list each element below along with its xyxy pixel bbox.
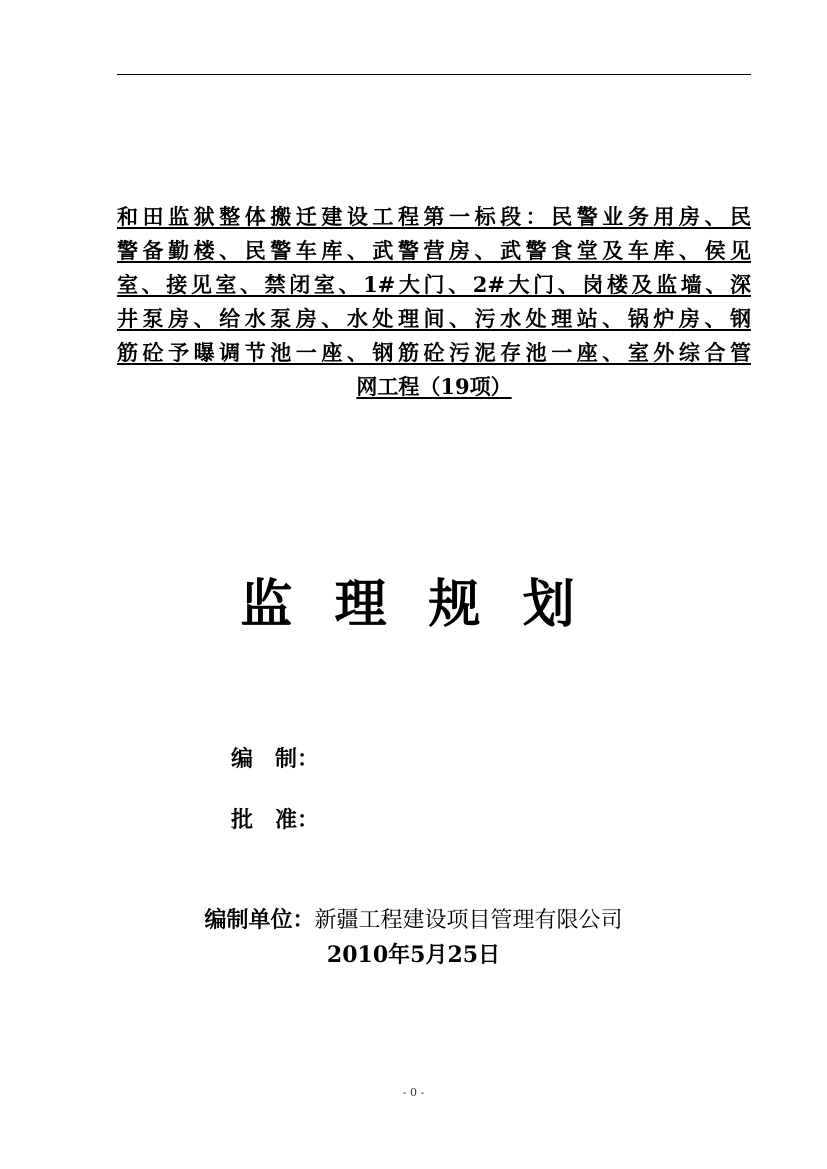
- project-title-line: [117, 268, 751, 302]
- project-title-line: [117, 302, 751, 336]
- project-title-line: [117, 234, 751, 268]
- project-title-text: 和田监狱整体搬迁建设工程第一标段：民警业务用房、民: [117, 204, 751, 229]
- project-title-block: [117, 200, 751, 404]
- organization-label: 编制单位：: [204, 907, 315, 933]
- project-title-line: [117, 336, 751, 370]
- page-number: - 0 -: [402, 1086, 425, 1099]
- organization-line: [0, 904, 827, 937]
- approved-by-label: 批 准：: [231, 807, 320, 833]
- document-date: 2010年5月25日: [326, 942, 501, 968]
- project-title-text: 网工程（19项）: [356, 374, 512, 399]
- project-title-line: [117, 200, 751, 234]
- organization-name: 新疆工程建设项目管理有限公司: [314, 908, 623, 933]
- project-title-text: 室、接见室、禁闭室、1#大门、2#大门、岗楼及监墙、深: [117, 272, 751, 297]
- header-rule: [117, 74, 751, 75]
- project-title-text: 警备勤楼、民警车库、武警营房、武警食堂及车库、侯见: [117, 238, 751, 263]
- document-title: 监 理 规 划: [240, 574, 587, 635]
- compiled-by-label: 编 制：: [231, 746, 320, 772]
- project-title-text: 井泵房、给水泵房、水处理间、污水处理站、锅炉房、钢: [117, 306, 751, 331]
- project-title-line: [117, 370, 751, 404]
- project-title-text: 筋砼予曝调节池一座、钢筋砼污泥存池一座、室外综合管: [117, 340, 751, 365]
